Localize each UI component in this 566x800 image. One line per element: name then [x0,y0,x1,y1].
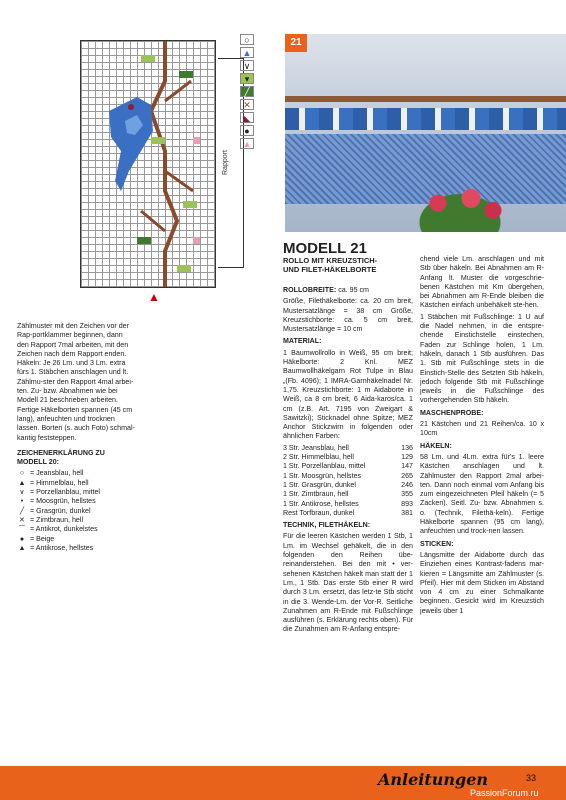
rapport-label: Rapport [222,150,229,175]
center-arrow-icon: ▲ [148,290,160,304]
model-number-badge: 21 [285,34,307,52]
legend-title: ZEICHENERKLÄRUNG ZU MODELL 20: [17,448,105,467]
legend-item: ● = Beige [19,534,55,543]
legend-item: ▲ = Antikrose, hellstes [18,543,94,552]
symbol-key-6: ✕ [240,99,254,110]
symbol-key-column [240,34,256,151]
right-column [420,255,544,618]
maschenprobe-heading: MASCHENPROBE: [420,408,484,417]
technik-heading: TECHNIK, FILETHÄKELN: [283,521,371,530]
curtain-photo [285,34,566,232]
yarn-row: 1 Str. Zimtbraun, hell 355 [283,490,413,499]
symbol-key-8: ● [240,125,254,136]
legend-item: ○ = Jeansblau, hell [19,469,84,478]
model-subtitle: ROLLO MIT KREUZSTICH- UND FILET-HÄKELBORTE [283,256,378,274]
footer-bar [0,766,566,800]
symbol-key-7: ◣ [240,112,254,123]
cross-stitch-border [285,108,566,130]
chart-instructions: Zählmuster mit den Zeichen vor der Rap-portklammer beginnen, dann den Rapport 7mal arbeiten, mit den Zeichen nach dem Rapport enden. Häkeln: Je 26 Lm. und 3 Lm. extra fürs 1. Stäbchen anschlagen und lt. Zählmu-ster den Rapport 4mal arbei-ten. Zu- bzw. Abnahmen wie bei Modell 21 beschrieben arbeiten. Fertige Häkelborten spannen (45 cm lang), anfeuchten und trocknen lassen. Borten (s. auch Foto) schmal-kantig feststeppen. [17,322,135,442]
yarn-row: 3 Str. Jeansblau, hell 136 [283,443,413,452]
watermark: PassionForum.ru [470,788,539,798]
left-column [17,322,135,553]
haekeln-heading: HÄKELN: [420,441,452,450]
maschenprobe-text: 21 Kästchen und 21 Reihen/ca. 10 x 10cm [420,420,544,438]
technik-text: Für die leeren Kästchen werden 1 Stb, 1 Lm. im Wechsel gehäkelt, die in den folgenden den Reihen übe-reinanderstehen. Bei den mit • ver-sehenen Kästchen häkelt man statt der 1 Lm., 1 Stb. Das erste Stb einer R wird durch 3 Lm. ersetzt, das letz-te Stb sticht in die 3. Wende-Lm. der Vor-R. Seitliche Zunahmen am R-Ende mit Fußschlinge ausführen (s. Erklärung rechts oben). Für die Zunahmen am R-Anfang entspre- [283,532,413,634]
curtain-rod [285,96,566,102]
page-number: 33 [526,773,537,783]
continued-text: chend viele Lm. anschlagen und mit Stb über häkeln. Bei Abnahmen am R-Anfang lt. Muster die vorgeschrie-benen Kästchen mit Km übergehen, bei Abnahmen am R-Ende bleiben die Kästchen einfach unbehäkelt ste-hen. [420,255,544,310]
symbol-key-4: ▾ [240,73,254,84]
symbol-key-1: ○ [240,34,254,45]
chart-motif [81,41,216,288]
material-text: 1 Baumwollrollo in Weiß, 95 cm breit; Häkelborte: 2 Knl. MEZ Baumwollhäkelgarn Rot Tulpe in Blau „(Fb. 4096); 1 IMRA-Garnhäkelnadel Nr. 1,75. Kreuzstichborte: 1 m Aidaborte in Weiß, ca 8 cm breit, 6 Aida-karos/ca. 1 cm (z.B. Art. 7195 von Zweigart & Sawitzki); Sticknadel ohne Spitze; MEZ Anchor Stickzwirn in folgenden oder ähnlichen Farben: [283,348,413,441]
legend-item: ▲ = Himmelblau, hell [18,478,89,487]
yarn-list [283,444,413,518]
rollo-heading: ROLLOBREITE: [283,286,337,294]
yarn-row: 2 Str. Himmelblau, hell 129 [283,453,413,462]
middle-column [283,286,413,637]
yarn-row: 1 Str. Antikrose, hellstes 893 [283,499,413,508]
yarn-row: 1 Str. Moosgrün, hellstes 265 [283,471,413,480]
cross-stitch-chart [80,40,216,288]
material-heading: MATERIAL: [283,337,322,346]
symbol-key-9: ▲ [240,138,254,149]
section-title: Anleitungen [378,770,489,789]
legend-list [17,469,135,553]
symbol-key-3: ∨ [240,60,254,71]
legend-item: • = Moosgrün, hellstes [20,497,96,506]
yarn-row: 1 Str. Porzellanblau, mittel 147 [283,462,413,471]
rollo-width: ca. 95 cm [338,286,369,294]
yarn-row: 1 Str. Grasgrün, dunkel 246 [283,480,413,489]
sticken-text: Längsmitte der Aidaborte durch das Einziehen eines Kontrast-fadens mar-kieren = Längsmitte am Zählmuster (s. Pfeil). Hier mit dem Sticken im Abstand von 4 cm zu einer Schmalkante beginnen. Gesickt wird im Kreuzstich jeweils über 1 [420,550,544,615]
symbol-key-5: ╱ [240,86,254,97]
legend-item: ✕ = Zimtbraun, hell [19,515,84,524]
flower-plant [405,184,515,232]
sizes-text: Größe, Filethäkelborte: ca. 20 cm breit, Mustersatzlänge = 38 cm Größe, Kreuzstichborte: ca. 5 cm breit, Mustersatzlänge = 10 cm [283,297,413,334]
legend-item: ╱ = Grasgrün, dunkel [19,506,91,515]
legend-item: ⌒ = Antikrot, dunkelstes [18,525,98,534]
model-title: MODELL 21 [283,240,367,257]
legend-item: ∨ = Porzellanblau, mittel [19,488,100,497]
yarn-row: Rest Torfbraun, dunkel 381 [283,508,413,517]
haekeln-text: 58 Lm. und 4Lm. extra für's 1. leere Kästchen anschlagen und lt. Zählmuster den Rapport 2mal arbei-ten. Dann noch einmal vom Anfang bis zum eingezeichneten Pfeil häkeln (= 5 Zacken). Seitl. Zu- bzw. Abnahmen s. o. (Technik, Filethä-keln). Fertige Häkelborte spannen (95 cm lang), anfeuchten und trock-nen lassen. [420,452,544,536]
sticken-heading: STICKEN: [420,539,454,548]
fussschlinge-text: 1 Stäbchen mit Fußschlinge: 1 U auf die Nadel nehmen, in die entspre-chende Einstichstelle einstechen, Faden zur Schlinge holen, 1 Lm. häkeln, danach 1 Stb ausführen. Das 1. Stb mit Fußschlinge stets in die Einstich-Stelle des Setzten Stb häkeln, jedoch folgende Stb mit Fußschlinge jeweils in die Fußschlinge des vorhergehenden Stb häkeln. [420,312,544,405]
symbol-key-2: ▲ [240,47,254,58]
